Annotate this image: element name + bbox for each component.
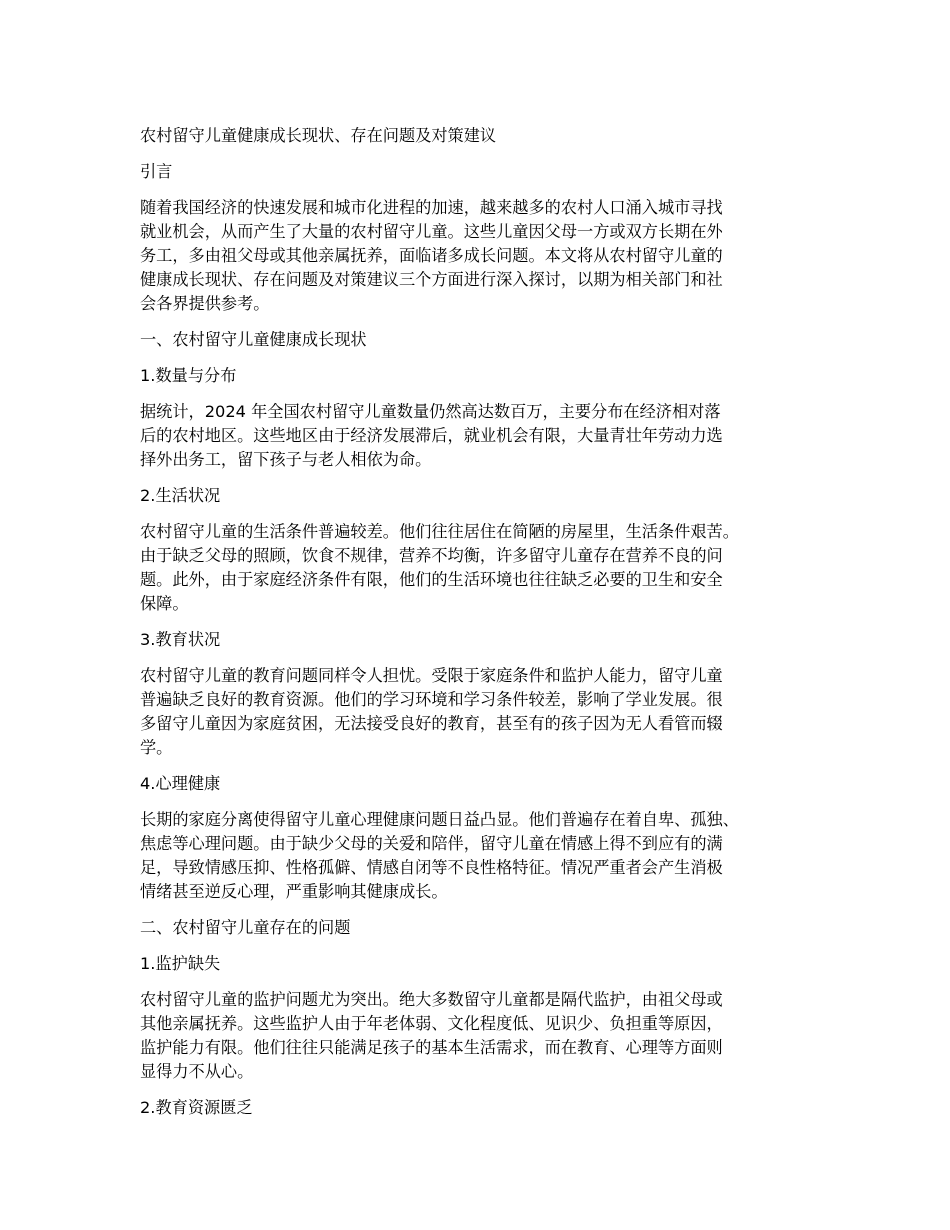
- paragraph-line: 务工，多由祖父母或其他亲属抚养，面临诸多成长问题。本文将从农村留守儿童的: [140, 246, 723, 265]
- subsection-heading: 1.数量与分布: [140, 366, 237, 385]
- subsection-paragraph: [140, 808, 820, 904]
- paragraph-line: 其他亲属抚养。这些监护人由于年老体弱、文化程度低、见识少、负担重等原因，: [140, 1014, 723, 1033]
- paragraph-line: 多留守儿童因为家庭贫困，无法接受良好的教育，甚至有的孩子因为无人看管而辍: [140, 714, 723, 733]
- paragraph-line: 会各界提供参考。: [140, 294, 270, 313]
- paragraph-line: 由于缺乏父母的照顾，饮食不规律，营养不均衡，许多留守儿童存在营养不良的问: [140, 546, 723, 565]
- paragraph-line: 普遍缺乏良好的教育资源。他们的学习环境和学习条件较差，影响了学业发展。很: [140, 690, 723, 709]
- section1-heading: 一、农村留守儿童健康成长现状: [140, 330, 367, 349]
- paragraph-line: 监护能力有限。他们往往只能满足孩子的基本生活需求，而在教育、心理等方面则: [140, 1038, 723, 1057]
- paragraph-line: 就业机会，从而产生了大量的农村留守儿童。这些儿童因父母一方或双方长期在外: [140, 222, 723, 241]
- document-title: 农村留守儿童健康成长现状、存在问题及对策建议: [140, 126, 497, 145]
- paragraph-line: 学。: [140, 738, 173, 757]
- document-page: [140, 124, 820, 1132]
- subsection-heading: 4.心理健康: [140, 774, 221, 793]
- paragraph-line: 健康成长现状、存在问题及对策建议三个方面进行深入探讨，以期为相关部门和社: [140, 270, 723, 289]
- paragraph-line: 农村留守儿童的监护问题尤为突出。绝大多数留守儿童都是隔代监护，由祖父母或: [140, 990, 723, 1009]
- paragraph-line: 农村留守儿童的教育问题同样令人担忧。受限于家庭条件和监护人能力，留守儿童: [140, 666, 723, 685]
- paragraph-line: 择外出务工，留下孩子与老人相依为命。: [140, 450, 432, 469]
- paragraph-line: 焦虑等心理问题。由于缺少父母的关爱和陪伴，留守儿童在情感上得不到应有的满: [140, 834, 723, 853]
- paragraph-line: 保障。: [140, 594, 189, 613]
- subsection-heading: 2.教育资源匮乏: [140, 1098, 253, 1117]
- intro-paragraph: [140, 196, 820, 316]
- section2-heading: 二、农村留守儿童存在的问题: [140, 918, 351, 937]
- intro-heading: 引言: [140, 162, 173, 181]
- paragraph-line: 农村留守儿童的生活条件普遍较差。他们往往居住在简陋的房屋里，生活条件艰苦。: [140, 522, 739, 541]
- paragraph-line: 足，导致情感压抑、性格孤僻、情感自闭等不良性格特征。情况严重者会产生消极: [140, 858, 723, 877]
- subsection-paragraph: [140, 988, 820, 1084]
- subsection-paragraph: [140, 400, 820, 472]
- subsection-heading: 1.监护缺失: [140, 954, 221, 973]
- paragraph-line: 后的农村地区。这些地区由于经济发展滞后，就业机会有限，大量青壮年劳动力选: [140, 426, 723, 445]
- paragraph-line: 情绪甚至逆反心理，严重影响其健康成长。: [140, 882, 448, 901]
- subsection-paragraph: [140, 520, 820, 616]
- paragraph-line: 随着我国经济的快速发展和城市化进程的加速，越来越多的农村人口涌入城市寻找: [140, 198, 723, 217]
- paragraph-line: 显得力不从心。: [140, 1062, 254, 1081]
- paragraph-line: 据统计，2024 年全国农村留守儿童数量仍然高达数百万，主要分布在经济相对落: [140, 402, 721, 421]
- paragraph-line: 题。此外，由于家庭经济条件有限，他们的生活环境也往往缺乏必要的卫生和安全: [140, 570, 723, 589]
- paragraph-line: 长期的家庭分离使得留守儿童心理健康问题日益凸显。他们普遍存在着自卑、孤独、: [140, 810, 739, 829]
- subsection-heading: 3.教育状况: [140, 630, 221, 649]
- subsection-heading: 2.生活状况: [140, 486, 221, 505]
- subsection-paragraph: [140, 664, 820, 760]
